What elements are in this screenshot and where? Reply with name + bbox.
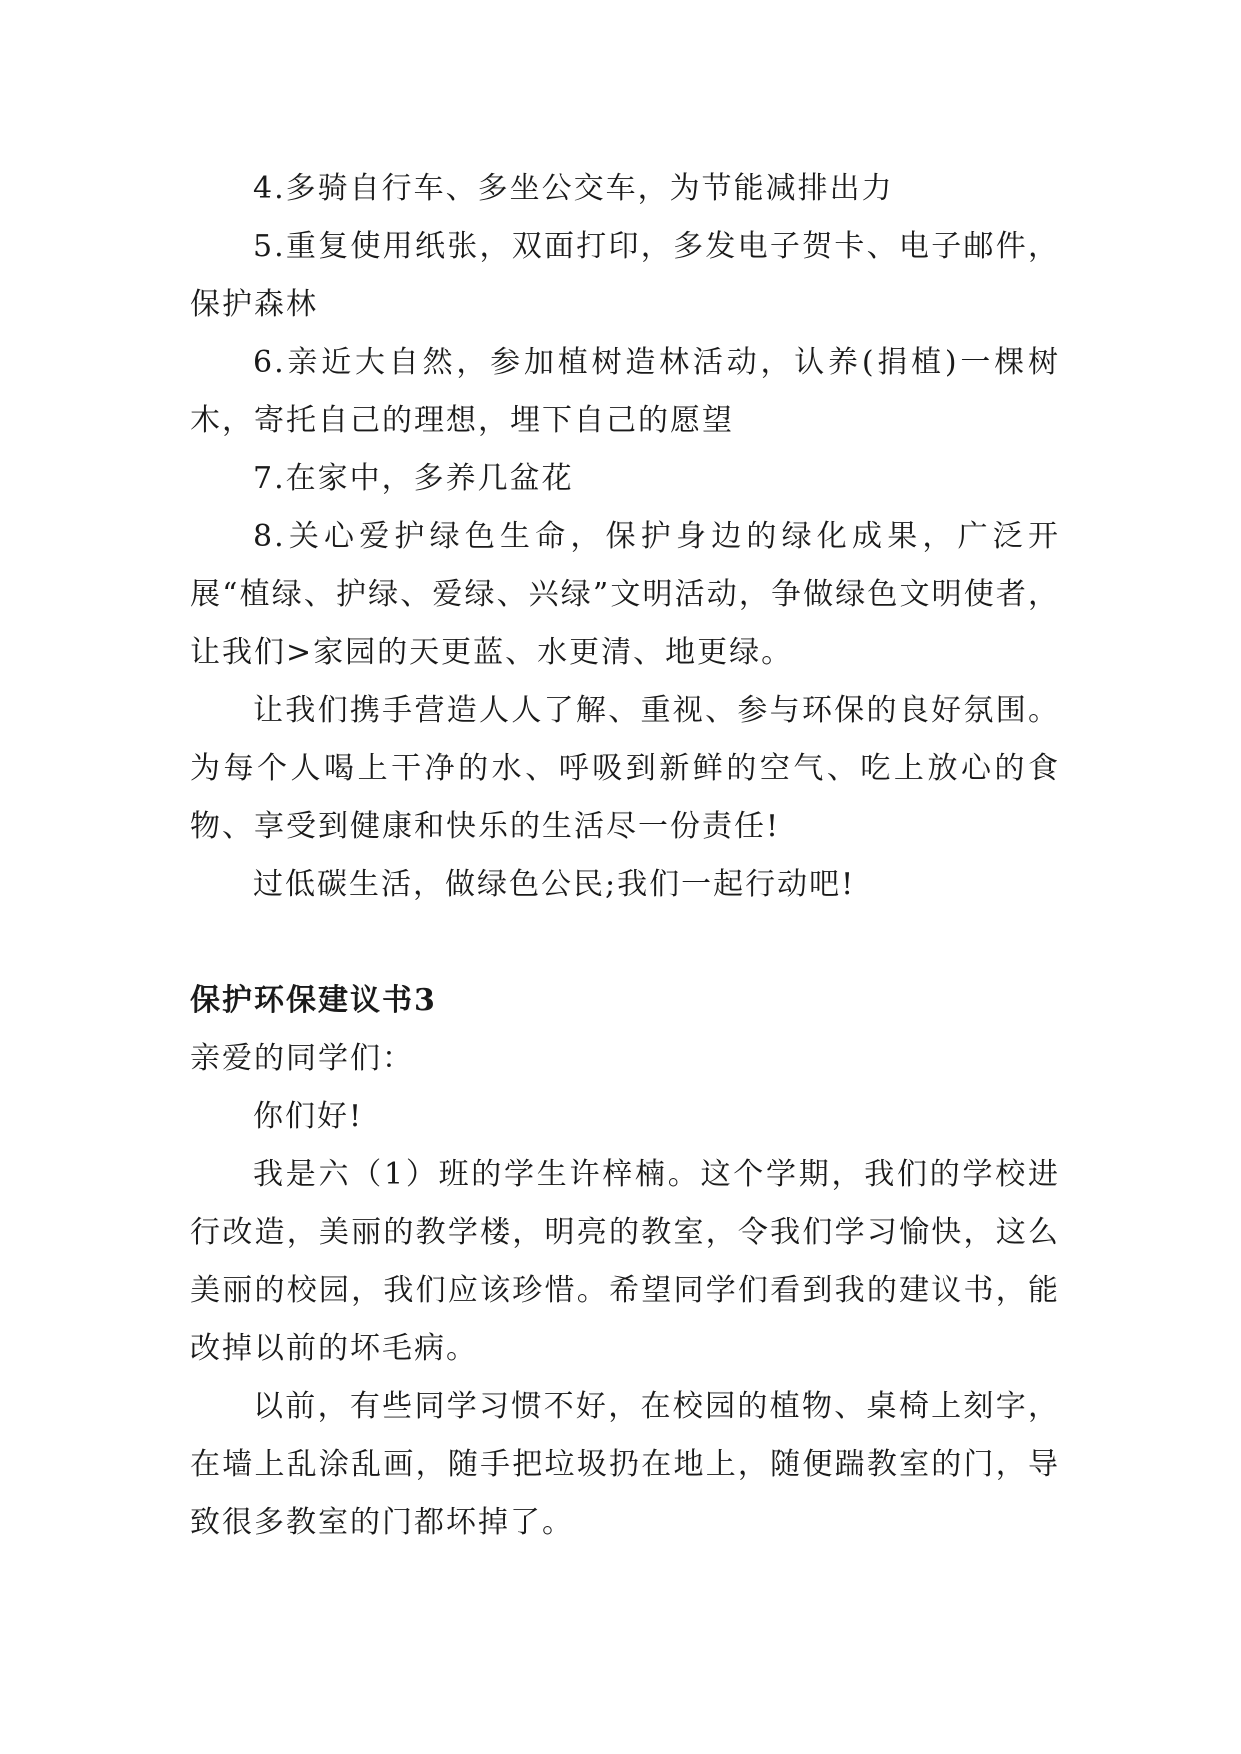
list-item-5: 5.重复使用纸张，双面打印，多发电子贺卡、电子邮件，保护森林 [190,229,1060,322]
list-item-6: 6.亲近大自然，参加植树造林活动，认养(捐植)一棵树木，寄托自己的理想，埋下自己的愿望 [190,345,1060,438]
list-item-4: 4.多骑自行车、多坐公交车，为节能减排出力 [253,171,894,206]
salutation: 亲爱的同学们： [190,1041,414,1076]
body-paragraph-1: 我是六（1）班的学生许梓楠。这个学期，我们的学校进行改造，美丽的教学楼，明亮的教室，令我们学习愉快，这么美丽的校园，我们应该珍惜。希望同学们看到我的建议书，能改掉以前的坏毛病。 [190,1157,1060,1366]
closing-paragraph-2: 过低碳生活，做绿色公民;我们一起行动吧! [253,867,856,902]
section-spacer [190,914,1060,972]
greeting: 你们好! [253,1099,364,1134]
list-item-7: 7.在家中，多养几盆花 [253,461,574,496]
closing-paragraph-1: 让我们携手营造人人了解、重视、参与环保的良好氛围。为每个人喝上干净的水、呼吸到新鲜的空气、吃上放心的食物、享受到健康和快乐的生活尽一份责任! [190,693,1060,844]
body-paragraph-2: 以前，有些同学习惯不好，在校园的植物、桌椅上刻字，在墙上乱涂乱画，随手把垃圾扔在地上，随便踹教室的门，导致很多教室的门都坏掉了。 [190,1389,1060,1540]
list-item-8: 8.关心爱护绿色生命，保护身边的绿化成果，广泛开展“植绿、护绿、爱绿、兴绿”文明活动，争做绿色文明使者，让我们>家园的天更蓝、水更清、地更绿。 [190,519,1060,670]
section-title: 保护环保建议书3 [190,983,437,1018]
document-page [190,160,1060,1552]
